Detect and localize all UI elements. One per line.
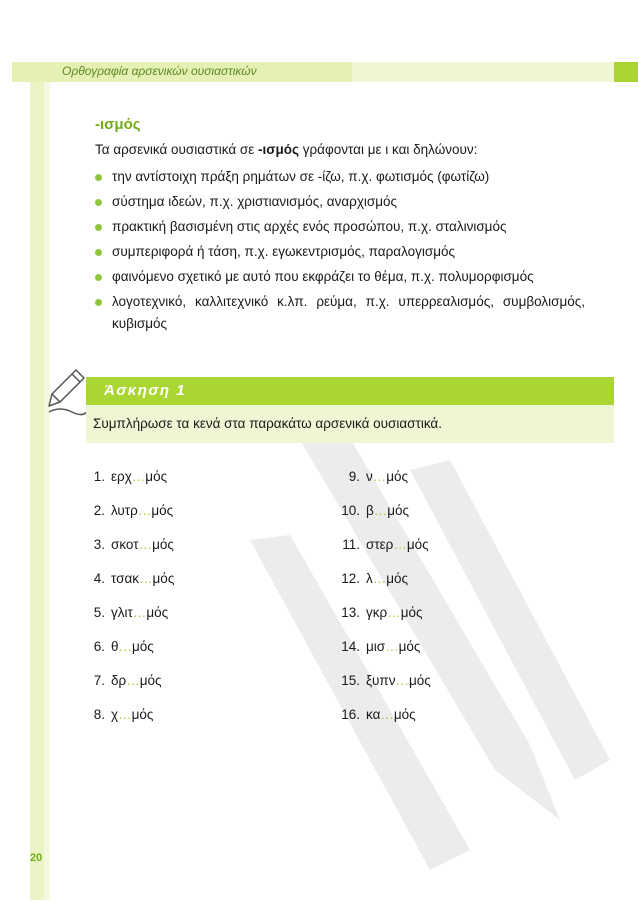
word-item [338, 570, 431, 604]
bullet-icon [95, 174, 102, 181]
rule-text: την αντίστοιχη πράξη ρημάτων σε -ίζω, π.χ. φωτισμός (φωτίζω) [112, 169, 490, 184]
intro-text: Τα αρσενικά ουσιαστικά σε [95, 142, 258, 157]
blank-field[interactable]: … [118, 707, 132, 722]
word-suffix: μός [152, 571, 175, 586]
word-stem: χ [111, 707, 119, 722]
blank-field[interactable]: … [118, 639, 133, 654]
word-stem: δρ [111, 673, 127, 688]
word-suffix: μός [151, 503, 174, 518]
word-stem: λ [366, 571, 373, 586]
word-item [93, 536, 174, 570]
blank-field[interactable]: … [137, 503, 152, 518]
word-item [93, 604, 174, 638]
item-number: 12. [341, 571, 360, 586]
running-header-title: Ορθογραφία αρσενικών ουσιαστικών [62, 64, 257, 78]
rules-list [95, 166, 585, 338]
rule-item [95, 216, 585, 238]
word-suffix: μός [398, 639, 421, 654]
blank-field[interactable]: … [387, 605, 401, 620]
word-suffix: μός [132, 639, 154, 654]
word-suffix: μός [409, 673, 431, 688]
rule-text: πρακτική βασισμένη στις αρχές ενός προσώπου, π.χ. σταλινισμός [112, 219, 507, 234]
item-number: 4. [93, 571, 105, 586]
word-stem: στερ [366, 537, 394, 552]
item-number: 16. [341, 707, 360, 722]
word-item [93, 570, 174, 604]
blank-field[interactable]: … [372, 469, 387, 484]
item-number: 15. [341, 673, 360, 688]
intro-suffix-bold: -ισμός [257, 142, 299, 157]
word-suffix: μός [393, 707, 416, 722]
section-intro [95, 142, 477, 157]
bullet-icon [95, 274, 102, 281]
item-number: 13. [341, 605, 360, 620]
word-stem: λυτρ [111, 503, 138, 518]
item-number: 14. [341, 639, 360, 654]
rule-text: σύστημα ιδεών, π.χ. χριστιανισμός, αναρχισμός [112, 194, 398, 209]
word-item [338, 706, 431, 740]
word-suffix: μός [406, 537, 429, 552]
word-stem: μισ [366, 639, 386, 654]
intro-text-rest: γράφονται με ι και δηλώνουν: [299, 142, 478, 157]
word-item [338, 638, 431, 672]
word-item [93, 468, 174, 502]
word-suffix: μός [152, 537, 174, 552]
item-number: 9. [348, 469, 360, 484]
blank-field[interactable]: … [139, 571, 153, 586]
word-stem: ερχ [111, 469, 132, 484]
word-item [338, 502, 431, 536]
word-suffix: μός [131, 707, 154, 722]
item-number: 3. [93, 537, 105, 552]
page-number: 20 [30, 852, 43, 864]
rule-item [95, 191, 585, 213]
word-item [338, 468, 431, 502]
item-number: 5. [93, 605, 105, 620]
blank-field[interactable]: … [372, 571, 387, 586]
rule-text: συμπεριφορά ή τάση, π.χ. εγωκεντρισμός, παραλογισμός [112, 244, 456, 259]
word-stem: ξυπν [366, 673, 396, 688]
bullet-icon [95, 299, 102, 306]
section-heading: -ισμός [95, 116, 141, 133]
bullet-icon [95, 199, 102, 206]
rule-item [95, 291, 585, 335]
rule-item [95, 241, 585, 263]
bullet-icon [95, 249, 102, 256]
rule-item [95, 166, 585, 188]
word-stem: σκοτ [111, 537, 139, 552]
word-suffix: μός [139, 673, 162, 688]
word-suffix: μός [386, 571, 409, 586]
word-suffix: μός [386, 469, 409, 484]
blank-field[interactable]: … [132, 605, 147, 620]
rule-text: φαινόμενο σχετικό με αυτό που εκφράζει το θέμα, π.χ. πολυμορφισμός [112, 269, 534, 284]
exercise-instruction: Συμπλήρωσε τα κενά στα παρακάτω αρσενικά ουσιαστικά. [93, 416, 442, 431]
word-list-left [93, 468, 174, 740]
word-item [93, 706, 174, 740]
rule-item [95, 266, 585, 288]
word-item [93, 638, 174, 672]
blank-field[interactable]: … [373, 503, 388, 518]
word-stem: γλιτ [111, 605, 133, 620]
word-item [93, 672, 174, 706]
blank-field[interactable]: … [380, 707, 394, 722]
blank-field[interactable]: … [138, 537, 153, 552]
item-number: 8. [93, 707, 105, 722]
bullet-icon [95, 224, 102, 231]
word-stem: γκρ [366, 605, 388, 620]
blank-field[interactable]: … [126, 673, 140, 688]
word-item [338, 604, 431, 638]
word-stem: τσακ [111, 571, 140, 586]
blank-field[interactable]: … [131, 469, 146, 484]
blank-field[interactable]: … [385, 639, 399, 654]
word-item [338, 672, 431, 706]
blank-field[interactable]: … [395, 673, 409, 688]
word-stem: κα [366, 707, 381, 722]
item-number: 1. [93, 469, 105, 484]
item-number: 11. [342, 537, 360, 552]
word-list-right [338, 468, 431, 740]
item-number: 7. [93, 673, 105, 688]
blank-field[interactable]: … [393, 537, 407, 552]
word-stem: ν [366, 469, 373, 484]
word-suffix: μός [400, 605, 423, 620]
word-stem: θ [111, 639, 119, 654]
rule-text: λογοτεχνικό, καλλιτεχνικό κ.λπ. ρεύμα, π.χ. υπερρεαλισμός, συμβολισμός, κυβισμός [112, 294, 585, 331]
word-suffix: μός [387, 503, 410, 518]
word-item [338, 536, 431, 570]
word-suffix: μός [146, 605, 169, 620]
item-number: 2. [93, 503, 105, 518]
item-number: 10. [341, 503, 360, 518]
pencil-icon [46, 366, 90, 416]
word-stem: β [366, 503, 374, 518]
word-item [93, 502, 174, 536]
exercise-title: Άσκηση 1 [104, 382, 187, 399]
item-number: 6. [93, 639, 105, 654]
word-suffix: μός [145, 469, 168, 484]
